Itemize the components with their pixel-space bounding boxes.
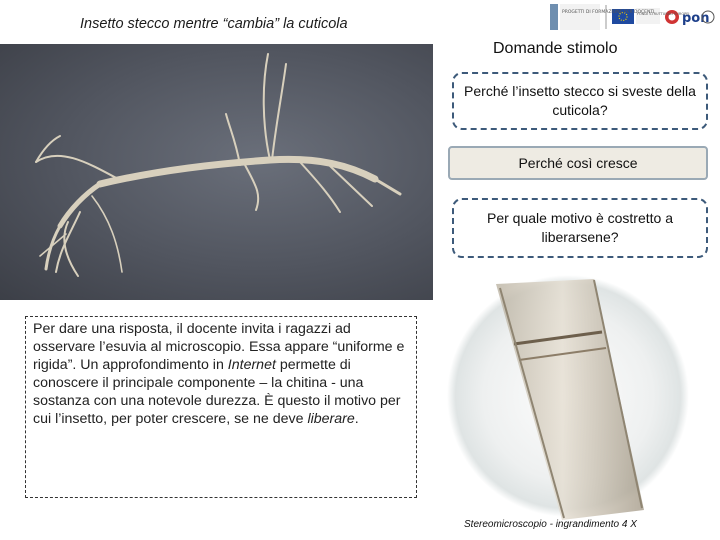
answer-hint-box xyxy=(448,146,708,180)
funds-logo-text: FONDI STRUTTURALI EUROPEI xyxy=(637,12,690,16)
pon-logo-text: pon xyxy=(682,11,710,26)
explanation-box xyxy=(25,316,417,498)
slide-title: Insetto stecco mentre “cambia” la cuticola xyxy=(80,16,348,32)
question-box xyxy=(452,72,708,130)
explanation-text: permette di conoscere il principale componente – la chitina - una sostanza con una notevole durezza. È questo il motivo per cui l’insetto, per poter crescere, se ne deve xyxy=(33,357,401,427)
liberare-word: liberare xyxy=(307,411,355,427)
microscope-view-icon xyxy=(444,274,692,524)
explanation-text: Per dare una risposta, il docente invita i ragazzi ad osservare l’esuvia al microscopio. Essa appare “uniforme e rigida”. Un approfondimento in xyxy=(33,321,405,373)
question-box xyxy=(452,198,708,258)
explanation-text: . xyxy=(354,411,359,427)
microscope-caption: Stereomicroscopio - ingrandimento 4 X xyxy=(464,519,637,530)
microscope-photo xyxy=(444,274,692,524)
stick-insect-icon xyxy=(0,44,433,300)
program-logo-text: PROGETTI DI FORMAZIONE PER DOCENTI xyxy=(562,10,655,15)
stick-insect-photo xyxy=(0,44,433,300)
logo-banner xyxy=(548,2,718,32)
question-text: Per quale motivo è costretto a liberarsene? xyxy=(487,210,673,245)
questions-title: Domande stimolo xyxy=(493,40,618,57)
internet-word: Internet xyxy=(227,357,276,373)
question-text: Perché così cresce xyxy=(518,154,638,171)
pon-logos-icon xyxy=(548,2,718,32)
question-text: Perché l’insetto stecco si sveste della cuticola? xyxy=(464,83,696,118)
